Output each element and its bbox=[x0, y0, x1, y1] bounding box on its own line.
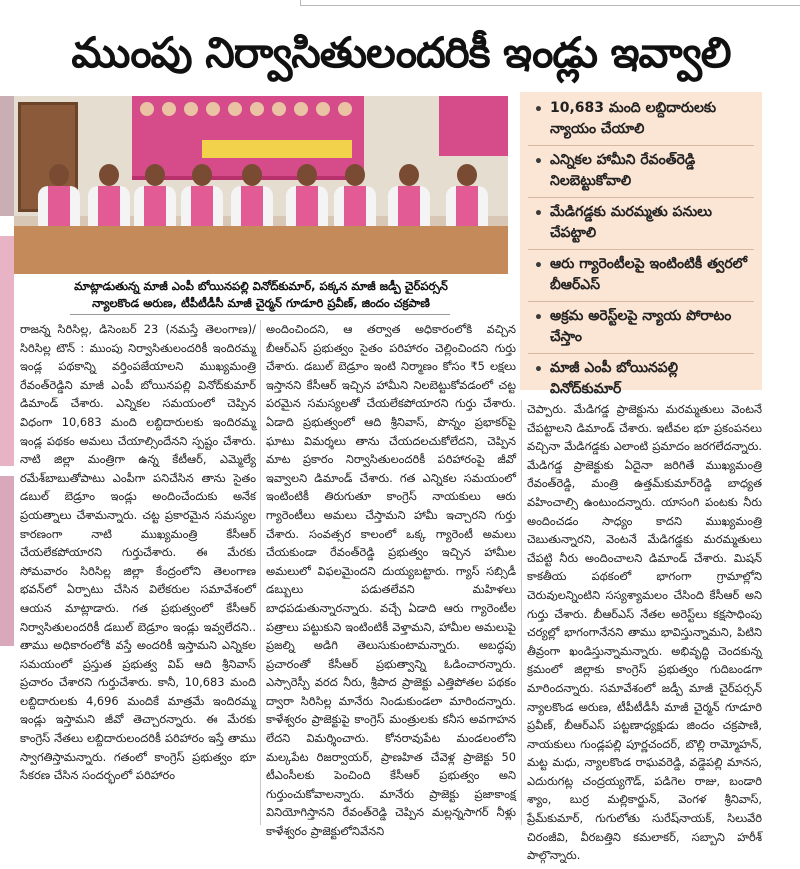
highlight-item bbox=[528, 254, 754, 302]
highlight-text: 10,683 మంది లబ్దిదారులకు న్యాయం చేయాలి bbox=[550, 100, 717, 137]
seated-person bbox=[132, 164, 178, 234]
bullet-icon: • bbox=[534, 310, 543, 326]
banner-band bbox=[202, 140, 352, 158]
highlights-box bbox=[520, 92, 762, 397]
adjacent-photo-block bbox=[0, 476, 14, 646]
highlight-item bbox=[528, 98, 754, 146]
banner-portrait bbox=[228, 102, 242, 116]
seated-person bbox=[386, 164, 432, 234]
bullet-icon: • bbox=[534, 154, 543, 170]
highlight-item bbox=[528, 306, 754, 354]
bullet-icon: • bbox=[534, 362, 543, 378]
photo-table bbox=[14, 226, 508, 274]
seated-person bbox=[229, 164, 275, 234]
highlight-text: ఎన్నికల హామీని రేవంత్‌రెడ్డి నిలబెట్టుకోవాలి bbox=[550, 152, 696, 189]
press-meet-photo bbox=[14, 96, 508, 274]
highlight-text: మాజీ ఎంపీ బోయినపల్లి వినోద్‌కుమార్ bbox=[550, 360, 679, 397]
banner-portrait bbox=[250, 102, 264, 116]
adjacent-photo-block bbox=[0, 236, 14, 466]
headline: ముంపు నిర్వాసితులందరికీ ఇండ్లు ఇవ్వాలి bbox=[71, 28, 731, 77]
highlight-item bbox=[528, 150, 754, 198]
party-banner-right bbox=[439, 96, 508, 156]
seated-person bbox=[86, 164, 132, 234]
banner-portraits bbox=[140, 102, 356, 132]
highlight-text: అక్రమ అరెస్ట్‌లపై న్యాయ పోరాటం చేస్తాం bbox=[550, 308, 732, 345]
article-column-1: రాజన్న సిరిసిల్ల, డిసెంబర్ 23 (నమస్తే తెలంగాణ)/ సిరిసిల్ల టౌన్ : ముంపు నిర్వాసితులందరికీ ఇందిరమ్మ ఇండ్ల పథకాన్ని వర్తింపజేయాలని ముఖ్యమంత్రి రేవంత్‌రెడ్డిని మాజీ ఎంపీ బోయినపల్లి వినోద్‌కుమార్ డిమాండ్ చేశారు. ఎన్నికల సమయంలో చెప్పిన విధంగా 10,683 మంది లబ్దిదారులకు ఇందిరమ్మ ఇండ్ల పథకం అమలు చేయాల్సిందేనని స్పష్టం చేశారు. నాటి జిల్లా మంత్రిగా ఉన్న కేటీఆర్, ఎమ్మెల్యే రమేశ్‌బాబుతోపాటు ఎంపీగా పనిచేసిన తాను సైతం డబుల్ బెడ్రూం ఇండ్లు అందించేందుకు అనేక ప్రయత్నాలు చేశామన్నారు. చట్ట ప్రకారమైన సమస్యల కారణంగా నాటి ముఖ్యమంత్రి కేసీఆర్ చేయలేకపోయారని గుర్తుచేశారు. ఈ మేరకు సోమవారం సిరిసిల్ల జిల్లా కేంద్రంలోని తెలంగాణ భవన్‌లో ఏర్పాటు చేసిన విలేకరుల సమావేశంలో ఆయన మాట్లాడారు. గత ప్రభుత్వంలో కేసీఆర్ నిర్వాసితులందరికీ డబుల్ బెడ్రూం ఇండ్లు ఇవ్వలేదని.. తాము అధికారంలోకి వస్తే అందరికీ ఇస్తామని ఎన్నికల సమయంలో ప్రస్తుత ప్రభుత్వ విప్ ఆది శ్రీనివాస్ ప్రచారం చేశారని గుర్తుచేశారు. కానీ, 10,683 మంది లబ్దిదారులకు 4,696 మందికే మాత్రమే ఇందిరమ్మ ఇండ్లు ఇస్తామని జీవో తెచ్చారన్నారు. ఈ మేరకు కాంగ్రెస్ నేతలు లబ్దిదారులందరికీ పరిహారం ఇస్తే తాము స్వాగతిస్తామన్నారు. గతంలో కాంగ్రెస్ ప్రభుత్వం భూ సేకరణ చేసిన సందర్భంలో పరిహారం bbox=[20, 322, 256, 783]
caption-line: న్యాలకొండ అరుణ, టీపీటీడీసీ మాజీ చైర్మన్ గూడూరి ప్రవీణ్, జిందం చక్రపాణి bbox=[92, 296, 430, 310]
banner-portrait bbox=[206, 102, 220, 116]
banner-portrait bbox=[272, 102, 286, 116]
seated-person bbox=[36, 164, 82, 234]
article-column-2: అందించిందని, ఆ తర్వాత అధికారంలోకి వచ్చిన బీఆర్ఎస్ ప్రభుత్వం సైతం పరిహారం చెల్లించిందని గుర్తు చేశారు. డబుల్ బెడ్రూం ఇంటి నిర్మాణం కోసం ₹5 లక్షలు ఇస్తానని కేసీఆర్ ఇచ్చిన హామీని నిలబెట్టుకోవడంలో చట్ట పరమైన సమస్యలతో చేయలేకపోయారని గుర్తు చేశారు. ఏడాది ప్రభుత్వంలో ఆది శ్రీనివాస్, పొన్నం ప్రభాకర్‌పై ఘాటు విమర్శలు తాను చేయదలచుకోలేదని, చెప్పిన మాట ప్రకారం నిర్వాసితులందరికీ పరిహారంపై జీవో ఇవ్వాలని డిమాండ్ చేశారు. గత ఎన్నికల సమయంలో ఇంటింటికీ తిరుగుతూ కాంగ్రెస్ నాయకులు ఆరు గ్యారెంటీలు అమలు చేస్తామని హామీ ఇచ్చారని గుర్తు చేశారు. సంవత్సర కాలంలో ఒక్క గ్యారెంటీ అమలు చేయకుండా రేవంత్‌రెడ్డి ప్రభుత్వం ఇచ్చిన హామీల అమలులో విఫలమైందని దుయ్యబట్టారు. గ్యాస్ సబ్సిడీ డబ్బులు పడుతలేవని మహిళలు బాధపడుతున్నారన్నారు. వచ్చే ఏడాది ఆరు గ్యారెంటీల పత్రాలు పట్టుకుని ఇంటింటికీ వెళ్తామని, హామీల అమలుపై ప్రజల్ని అడిగి తెలుసుకుంటామన్నారు. అబద్ధపు ప్రచారంతో కేసీఆర్ ప్రభుత్వాన్ని ఓడించారన్నారు. ఎస్సారెస్పీ వరద నీరు, శ్రీపాద ప్రాజెక్టు ఎత్తిపోతల పథకం ద్వారా సిరిసిల్ల మానేరు నిండుకుండలా మారిందన్నారు. కాళేశ్వరం ప్రాజెక్టుపై కాంగ్రెస్ మంత్రులకు కనీస అవగాహన లేదని విమర్శించారు. కోనరావుపేట మండలంలోని మల్కపేట రిజర్వాయర్, ప్రాణహిత చేవెళ్ల ప్రాజెక్టు 50 టీఎంసీలకు పెంచింది కేసీఆర్ ప్రభుత్వం అని గుర్తుంచుకోవాలన్నారు. మానేరు ప్రాజెక్టు ప్రజాకాంక్ష వినియోగిస్తానని రేవంత్‌రెడ్డి చెప్పిన మల్లన్నసాగర్ నీళ్లు కాళేశ్వరం ప్రాజెక్టులోనివేనని bbox=[266, 322, 516, 839]
highlight-item bbox=[528, 202, 754, 250]
top-rule bbox=[300, 0, 800, 6]
bullet-icon: • bbox=[534, 206, 543, 222]
seated-person bbox=[444, 164, 490, 234]
banner-portrait bbox=[316, 102, 330, 116]
column-divider bbox=[260, 320, 261, 825]
seated-person bbox=[332, 164, 378, 234]
banner-portrait bbox=[162, 102, 176, 116]
caption-line: మాట్లాడుతున్న మాజీ ఎంపీ బోయినపల్లి వినోద్‌కుమార్, పక్కన మాజీ జడ్పీ చైర్‌పర్సన్ bbox=[74, 279, 448, 293]
adjacent-photo-block bbox=[0, 96, 14, 216]
highlight-text: మేడిగడ్డకు మరమ్మతు పనులు చేపట్టాలి bbox=[550, 204, 712, 241]
highlights-list bbox=[528, 98, 754, 405]
seated-person bbox=[284, 164, 330, 234]
banner-portrait bbox=[294, 102, 308, 116]
bullet-icon: • bbox=[534, 102, 543, 118]
highlight-text: ఆరు గ్యారెంటీలపై ఇంటింటికీ త్వరలో బీఆర్ఎస్ bbox=[550, 256, 748, 293]
highlight-item bbox=[528, 358, 754, 405]
bullet-icon: • bbox=[534, 258, 543, 274]
adjacent-photo-edge bbox=[0, 96, 14, 656]
banner-portrait bbox=[184, 102, 198, 116]
caption-underline bbox=[70, 314, 450, 315]
banner-portrait bbox=[338, 102, 352, 116]
article-column-3: చెప్పారు. మేడిగడ్డ ప్రాజెక్టును మరమ్మతులు వెంటనే చేపట్టాలని డిమాండ్ చేశారు. ఇటీవల భూ ప్రకంపనలు వచ్చినా మేడిగడ్డకు ఎలాంటి ప్రమాదం జరగలేదన్నారు. మేడిగడ్డ ప్రాజెక్టుకు ఏదైనా జరిగితే ముఖ్యమంత్రి రేవంత్‌రెడ్డి, మంత్రి ఉత్తమ్‌కుమార్‌రెడ్డి బాధ్యత వహించాల్సి ఉంటుందన్నారు. యాసంగి పంటకు నీరు అందించడం సాధ్యం కాదని ముఖ్యమంత్రి చెబుతున్నారని, వెంటనే మేడిగడ్డకు మరమ్మతులు చేపట్టి నీరు అందించాలని డిమాండ్ చేశారు. మిషన్ కాకతీయ పథకంలో భాగంగా గ్రామాల్లోని చెరువులన్నింటిని సస్యశ్యామలం చేసింది కేసీఆర్ అని గుర్తు చేశారు. బీఆర్ఎస్ నేతల అరెస్ట్‌లు కక్షసాధింపు చర్యల్లో భాగంగానేనని తాము భావిస్తున్నామని, పిటిని తీవ్రంగా ఖండిస్తున్నామన్నారు. అభివృద్ధి చెందకున్న క్రమంలో జిల్లాకు కాంగ్రెస్ ప్రభుత్వం గుదిబండగా మారిందన్నారు. సమావేశంలో జడ్పీ మాజీ చైర్‌పర్సన్ న్యాలకొండ అరుణ, టీపీటీడీసీ మాజీ చైర్మన్ గూడూరి ప్రవీణ్, బీఆర్ఎస్ పట్టణాధ్యక్షుడు జిందం చక్రపాణి, నాయకులు గుండ్లపల్లి పూర్ణచందర్, బొల్లి రామ్మోహన్, మట్ట మధు, న్యాలకొండ రాఘవరెడ్డి, వడ్డెపల్లి మానస, ఎదురుగట్ల చంద్రయ్యగౌడ్, పడిగెల రాజు, బండారి శ్యాం, బుర్ర మల్లికార్జున్, వెంగళ శ్రీనివాస్, ప్రేమ్‌కుమార్, గుగులోతు సురేష్‌నాయక్, సిలువేరి చిరంజీవి, వీరబత్తిని కమలాకర్, సబ్బాని హరీశ్ పాల్గొన్నారు. bbox=[527, 402, 762, 863]
column-divider bbox=[521, 400, 522, 825]
banner-portrait bbox=[140, 102, 154, 116]
seated-person bbox=[179, 164, 225, 234]
photo-caption bbox=[14, 278, 508, 312]
